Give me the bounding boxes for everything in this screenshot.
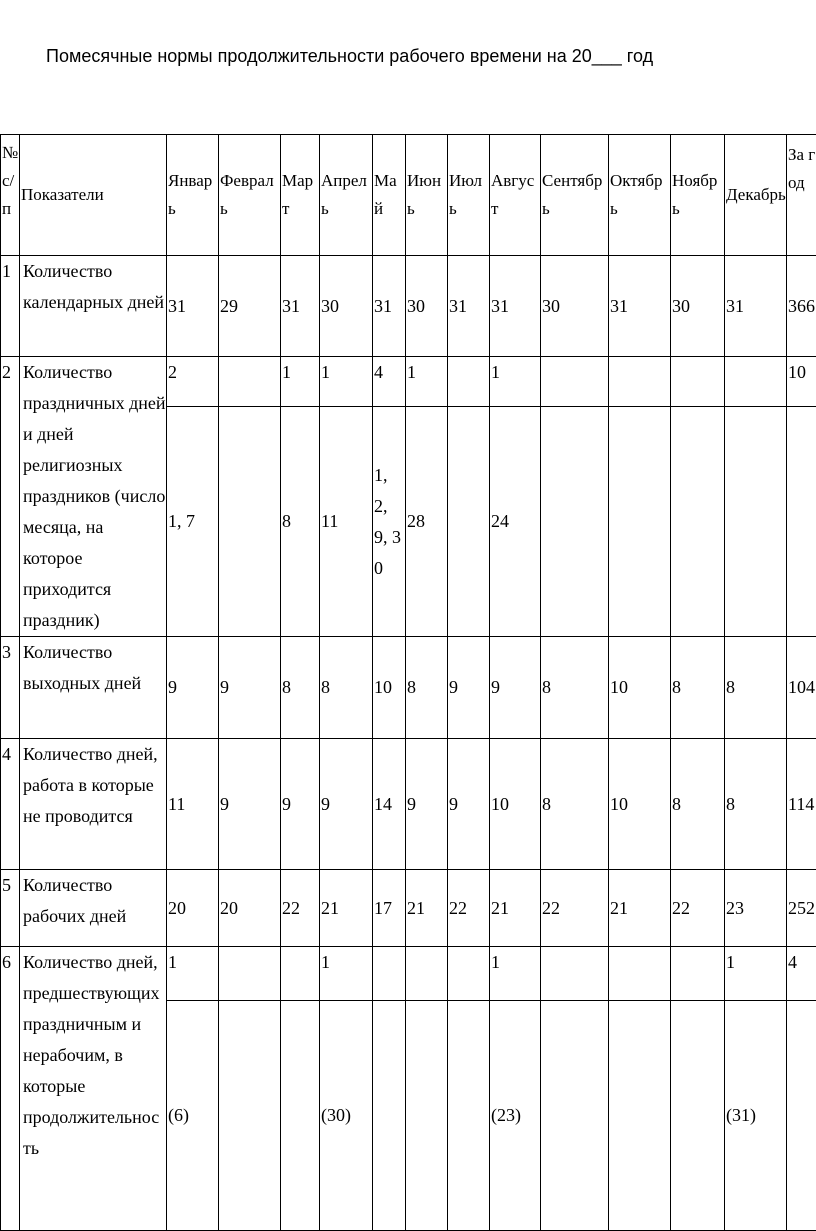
value-cell: [541, 357, 609, 407]
value-cell: 10: [373, 637, 406, 739]
holiday-dates-cell: [787, 407, 816, 637]
value-cell: 8: [406, 637, 448, 739]
value-cell: 9: [281, 739, 320, 870]
header-cell-month: Декабрь: [725, 135, 787, 256]
work-time-norms-table: [0, 134, 816, 1231]
value-cell: 21: [609, 870, 671, 947]
holiday-dates-cell: [219, 407, 281, 637]
holiday-dates-cell: [671, 407, 725, 637]
total-cell: 10: [787, 357, 816, 407]
value-cell: 10: [490, 739, 541, 870]
holiday-dates-cell: [541, 407, 609, 637]
value-cell: 2: [167, 357, 219, 407]
value-cell: 8: [541, 637, 609, 739]
value-cell: [448, 947, 490, 1001]
value-cell: 4: [373, 357, 406, 407]
value-cell: [373, 947, 406, 1001]
value-cell: 21: [490, 870, 541, 947]
value-cell: 9: [320, 739, 373, 870]
value-cell: 31: [167, 256, 219, 357]
row-label-cell: Количество рабочих дней: [20, 870, 167, 947]
preholiday-date-cell: (31): [725, 1001, 787, 1231]
value-cell: 31: [490, 256, 541, 357]
holiday-dates-cell: 24: [490, 407, 541, 637]
table-row: [1, 870, 816, 947]
value-cell: 10: [609, 739, 671, 870]
value-cell: 9: [167, 637, 219, 739]
header-cell-month: Октябрь: [609, 135, 671, 256]
value-cell: 8: [671, 637, 725, 739]
value-cell: 9: [219, 637, 281, 739]
row-label-cell: Количество дней, работа в которые не проводится: [20, 739, 167, 870]
preholiday-date-cell: [281, 1001, 320, 1231]
row-label-cell: Количество праздничных дней и дней религиозных праздников (число месяца, на которое приходится праздник): [20, 357, 167, 637]
value-cell: 1: [167, 947, 219, 1001]
value-cell: 10: [609, 637, 671, 739]
holiday-dates-cell: 8: [281, 407, 320, 637]
value-cell: 1: [490, 357, 541, 407]
value-cell: 8: [725, 739, 787, 870]
value-cell: [448, 357, 490, 407]
row-label-cell: Количество календарных дней: [20, 256, 167, 357]
value-cell: [725, 357, 787, 407]
value-cell: 9: [406, 739, 448, 870]
value-cell: [671, 947, 725, 1001]
row-number-cell: 3: [1, 637, 20, 739]
table-row: [1, 947, 816, 1001]
value-cell: 31: [609, 256, 671, 357]
holiday-dates-cell: 1, 2, 9, 30: [373, 407, 406, 637]
value-cell: 8: [725, 637, 787, 739]
table-row: [1, 637, 816, 739]
total-cell: 4: [787, 947, 816, 1001]
value-cell: [541, 947, 609, 1001]
holiday-dates-cell: 1, 7: [167, 407, 219, 637]
header-cell-month: Март: [281, 135, 320, 256]
value-cell: 1: [406, 357, 448, 407]
value-cell: 20: [219, 870, 281, 947]
preholiday-date-cell: [406, 1001, 448, 1231]
preholiday-date-cell: [609, 1001, 671, 1231]
value-cell: 20: [167, 870, 219, 947]
preholiday-date-cell: (23): [490, 1001, 541, 1231]
value-cell: [406, 947, 448, 1001]
value-cell: 31: [448, 256, 490, 357]
value-cell: 17: [373, 870, 406, 947]
value-cell: [609, 357, 671, 407]
value-cell: 8: [320, 637, 373, 739]
value-cell: 31: [281, 256, 320, 357]
value-cell: 9: [448, 739, 490, 870]
holiday-dates-cell: 28: [406, 407, 448, 637]
preholiday-date-cell: [219, 1001, 281, 1231]
value-cell: 1: [725, 947, 787, 1001]
preholiday-date-cell: [373, 1001, 406, 1231]
header-cell-month: Февраль: [219, 135, 281, 256]
value-cell: 22: [671, 870, 725, 947]
header-cell-month: Август: [490, 135, 541, 256]
value-cell: 22: [448, 870, 490, 947]
value-cell: 22: [541, 870, 609, 947]
row-number-cell: 5: [1, 870, 20, 947]
header-cell-month: Май: [373, 135, 406, 256]
header-cell-month: Январь: [167, 135, 219, 256]
value-cell: 29: [219, 256, 281, 357]
row-label-cell: Количество дней, предшествующих праздничным и нерабочим, в которые продолжительность: [20, 947, 167, 1231]
value-cell: 21: [320, 870, 373, 947]
row-number-cell: 1: [1, 256, 20, 357]
value-cell: 23: [725, 870, 787, 947]
value-cell: 8: [281, 637, 320, 739]
value-cell: 9: [219, 739, 281, 870]
holiday-dates-cell: 11: [320, 407, 373, 637]
row-number-cell: 4: [1, 739, 20, 870]
holiday-dates-cell: [609, 407, 671, 637]
table-body: [1, 135, 816, 1231]
value-cell: 11: [167, 739, 219, 870]
preholiday-date-cell: (6): [167, 1001, 219, 1231]
document-title: Помесячные нормы продолжительности рабочего времени на 20___ год: [46, 44, 653, 68]
value-cell: 1: [320, 357, 373, 407]
header-cell-total: За год: [787, 135, 816, 256]
value-cell: 9: [448, 637, 490, 739]
value-cell: 1: [320, 947, 373, 1001]
total-cell: 366: [787, 256, 816, 357]
value-cell: 8: [671, 739, 725, 870]
table-header-row: [1, 135, 816, 256]
row-number-cell: 2: [1, 357, 20, 637]
value-cell: 31: [725, 256, 787, 357]
row-number-cell: 6: [1, 947, 20, 1231]
preholiday-date-cell: [448, 1001, 490, 1231]
table-row: [1, 256, 816, 357]
header-cell-month: Сентябрь: [541, 135, 609, 256]
value-cell: 1: [281, 357, 320, 407]
preholiday-date-cell: [671, 1001, 725, 1231]
value-cell: 14: [373, 739, 406, 870]
header-cell-indicator: Показатели: [20, 135, 167, 256]
value-cell: 31: [373, 256, 406, 357]
header-cell-month: Ноябрь: [671, 135, 725, 256]
total-cell: 104: [787, 637, 816, 739]
row-label-cell: Количество выходных дней: [20, 637, 167, 739]
header-cell-month: Апрель: [320, 135, 373, 256]
value-cell: [609, 947, 671, 1001]
value-cell: 9: [490, 637, 541, 739]
value-cell: 30: [320, 256, 373, 357]
preholiday-date-cell: (30): [320, 1001, 373, 1231]
value-cell: 1: [490, 947, 541, 1001]
value-cell: 8: [541, 739, 609, 870]
header-cell-month: Июль: [448, 135, 490, 256]
header-cell-month: Июнь: [406, 135, 448, 256]
total-cell: 114: [787, 739, 816, 870]
header-cell-num: № с/п: [1, 135, 20, 256]
value-cell: 30: [541, 256, 609, 357]
total-cell: 252: [787, 870, 816, 947]
value-cell: 22: [281, 870, 320, 947]
preholiday-date-cell: [787, 1001, 816, 1231]
value-cell: 30: [406, 256, 448, 357]
table-row: [1, 357, 816, 407]
value-cell: [219, 357, 281, 407]
value-cell: 30: [671, 256, 725, 357]
preholiday-date-cell: [541, 1001, 609, 1231]
value-cell: [219, 947, 281, 1001]
value-cell: 21: [406, 870, 448, 947]
holiday-dates-cell: [725, 407, 787, 637]
value-cell: [671, 357, 725, 407]
value-cell: [281, 947, 320, 1001]
holiday-dates-cell: [448, 407, 490, 637]
table-row: [1, 739, 816, 870]
